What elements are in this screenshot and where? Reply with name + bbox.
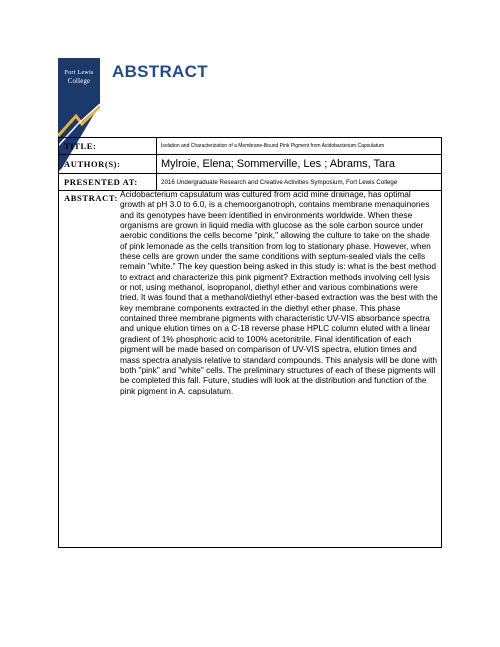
abstract-label: ABSTRACT: bbox=[64, 193, 118, 203]
abstract-body: Acidobacterium capsulatum was cultured from acid mine drainage, has optimal growth at pH 3.0 to 6.0, is a chemoorganotroph, contains membrane menaquinones and its genotypes have been identified in environments worldwide. When these organisms are grown in liquid media with glucose as the sole carbon source under aerobic conditions the cells become "pink," allowing the culture to take on the shade of pink lemonade as the cells transition from log to stationary phase. However, when these cells are grown under the same conditions with septum-sealed vials the cells remain "white." The key question being asked in this study is: what is the best method to extract and characterize this pink pigment? Extraction methods involving cell lysis or not, using methanol, isopropanol, diethyl ether and various combinations were tried. It was found that a methanol/diethyl ether-based extraction was the best with the key membrane components extracted in the diethyl ether phase. This phase contained three membrane pigments with characteristic UV-VIS absorbance spectra and unique elution times on a C-18 reverse phase HPLC column eluted with a linear gradient of 1% phosphoric acid to 100% acetonitrile. Final identification of each pigment will be made based on comparison of UV-VIS spectra, elution times and mass spectra analysis relative to standard compounds. This analysis will be done with both "pink" and "white" cells. The preliminary structures of each of these pigments will be completed this fall. Future, studies will look at the distribution and function of the pink pigment in A. capsulatum. bbox=[120, 189, 438, 396]
abstract-form bbox=[58, 137, 442, 548]
presented-label: PRESENTED AT: bbox=[64, 177, 138, 187]
column-divider bbox=[156, 155, 157, 173]
title-row bbox=[59, 138, 441, 155]
title-label: TITLE: bbox=[64, 141, 97, 151]
author-value: Mylroie, Elena; Sommerville, Les ; Abrams, Tara bbox=[161, 158, 395, 170]
title-value: Isolation and Characterization of a Membrane-Bound Pink Pigment from Acidobacterium Capsulatum bbox=[161, 143, 385, 149]
column-divider bbox=[156, 138, 157, 154]
page-title: ABSTRACT bbox=[112, 62, 208, 81]
author-row bbox=[59, 155, 441, 174]
logo-text-fort-lewis: Fort Lewis bbox=[64, 69, 94, 76]
logo-text-college: College bbox=[67, 78, 91, 85]
presented-value: 2016 Undergraduate Research and Creative Activities Symposium, Fort Lewis College bbox=[161, 178, 398, 186]
column-divider bbox=[156, 174, 157, 190]
author-label: AUTHOR(S): bbox=[64, 159, 121, 169]
